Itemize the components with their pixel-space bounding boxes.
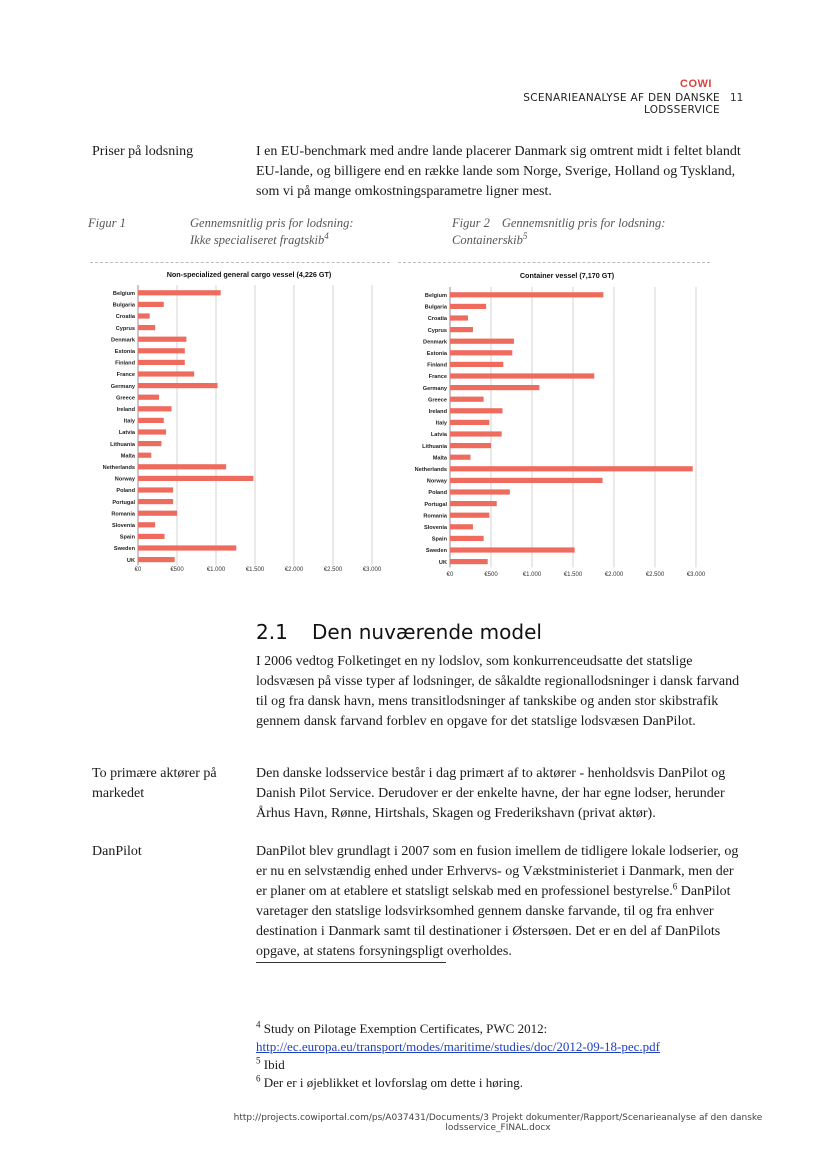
section-number: 2.1 [256, 620, 288, 644]
category-label: Lithuania [422, 443, 447, 450]
category-label: Finland [115, 360, 135, 367]
x-tick-label: €1.000 [206, 567, 226, 573]
category-label: France [116, 372, 135, 379]
x-tick-label: €1.500 [245, 567, 265, 573]
category-label: Lithuania [110, 441, 135, 448]
footnote-divider [256, 962, 446, 963]
category-label: Slovenia [423, 525, 447, 531]
category-label: Germany [422, 385, 447, 392]
bar [450, 501, 497, 506]
bar [138, 383, 218, 388]
category-label: Estonia [426, 351, 447, 357]
paragraph-current-model: I 2006 vedtog Folketinget en ny lodslov, som konkurrenceudsatte det statslige lodsvæsen på visse typer af lodsninger, de såkaldte regionallodsninger i dansk farvand til og fra dansk havn, mens transitlodsninger af tankskibe og anden stor skibstrafik gennem dansk farvand forblev en opgave for det statslige lodsvæsen DanPilot. [256, 654, 740, 729]
chart-general-cargo [90, 262, 390, 581]
footnotes [256, 1020, 736, 1092]
x-tick-label: €2.000 [284, 567, 304, 573]
bar [138, 395, 159, 400]
bar [138, 371, 194, 376]
category-label: Slovenia [111, 523, 135, 529]
category-label: Latvia [430, 432, 447, 439]
margin-label-actors: To primære aktører på markedet [92, 766, 217, 801]
bar [450, 420, 489, 425]
margin-label-danpilot: DanPilot [92, 844, 142, 859]
category-label: Belgium [112, 291, 135, 297]
bar [138, 302, 164, 307]
x-tick-label: €2.500 [323, 567, 343, 573]
x-tick-label: €0 [134, 567, 142, 573]
bar [450, 315, 468, 320]
category-label: Bulgaria [112, 302, 135, 309]
x-tick-label: €1.000 [522, 572, 542, 578]
bar [450, 350, 512, 355]
bar [138, 418, 164, 423]
bar [450, 536, 484, 541]
figure-1-label: Figur 1 [88, 216, 126, 230]
bar [450, 478, 603, 483]
bar [138, 487, 173, 492]
category-label: Bulgaria [424, 304, 447, 311]
category-label: UK [126, 557, 135, 564]
category-label: Estonia [114, 349, 135, 355]
footnote-ref-5[interactable]: 5 [522, 230, 528, 241]
bar [138, 557, 175, 562]
bar [138, 313, 150, 318]
bar [138, 464, 226, 469]
paragraph-actors: Den danske lodsservice består i dag primært af to aktører - henholdsvis DanPilot og Danish Pilot Service. Derudover er der enkelte havne, der har egne lodser, herunder Århus Havn, Rønne, Hirtshals, Skagen og Frederikshavn (privat aktør). [256, 766, 726, 821]
footnote-ref-4[interactable]: 4 [324, 230, 329, 241]
footnote-ref-6[interactable]: 6 [672, 881, 678, 892]
bar [450, 524, 473, 529]
bar [138, 348, 185, 353]
category-label: Croatia [115, 314, 135, 321]
footnote-6: $^6$ Der er i øjeblikket et lovforslag om dette i høring. [256, 1073, 523, 1090]
category-label: Sweden [113, 546, 135, 553]
bar [450, 304, 486, 309]
category-label: Croatia [427, 316, 447, 323]
bar [450, 559, 488, 564]
x-tick-label: €1.500 [563, 572, 583, 578]
category-label: Sweden [425, 548, 447, 555]
bar [450, 327, 473, 332]
bar [138, 360, 185, 365]
category-label: Italy [123, 418, 135, 425]
bar [450, 443, 491, 448]
category-label: Malta [432, 455, 447, 462]
chart-container-vessel-svg [398, 263, 710, 585]
category-label: Latvia [118, 430, 135, 437]
bar [138, 476, 253, 481]
x-tick-label: €500 [484, 572, 498, 578]
category-label: Netherlands [102, 465, 135, 471]
category-label: Spain [119, 534, 135, 541]
category-label: Cyprus [427, 327, 447, 334]
category-label: Belgium [424, 293, 447, 299]
category-label: Romania [111, 511, 135, 518]
chart-container-vessel [398, 262, 710, 585]
category-label: Malta [120, 453, 135, 460]
category-label: Romania [423, 513, 447, 520]
category-label: Poland [116, 488, 135, 495]
chart-title: Container vessel (7,170 GT) [519, 271, 615, 280]
category-label: UK [438, 559, 447, 566]
x-tick-label: €3.000 [362, 567, 382, 573]
section-heading [256, 620, 542, 644]
category-label: Italy [435, 420, 447, 427]
category-label: Norway [114, 476, 135, 483]
running-header: SCENARIEANALYSE AF DEN DANSKE LODSSERVICE [523, 92, 720, 116]
x-tick-label: €0 [446, 572, 454, 578]
chart-general-cargo-svg [90, 263, 390, 581]
category-label: Norway [426, 478, 447, 485]
category-label: Poland [428, 490, 447, 497]
bar [138, 325, 155, 330]
category-label: Greece [428, 397, 447, 404]
bar [450, 385, 539, 390]
category-label: Ireland [428, 409, 447, 415]
bar [138, 337, 186, 342]
bar [450, 362, 503, 367]
bar [138, 534, 165, 539]
bar [450, 431, 502, 436]
margin-label-prices: Priser på lodsning [92, 144, 194, 159]
bar [138, 522, 155, 527]
bar [450, 339, 514, 344]
bar [450, 513, 489, 518]
category-label: France [428, 374, 447, 381]
bar [450, 397, 484, 402]
bar [450, 292, 603, 297]
category-label: Spain [431, 536, 447, 543]
footnote-4-link[interactable]: http://ec.europa.eu/transport/modes/maritime/studies/doc/2012-09-18-pec.pdf [256, 1039, 660, 1054]
bar [138, 441, 161, 446]
bar [450, 547, 575, 552]
category-label: Denmark [111, 337, 135, 344]
bar [138, 545, 236, 550]
category-label: Portugal [424, 501, 447, 508]
paragraph-prices: I en EU-benchmark med andre lande placerer Danmark sig omtrent midt i feltet blandt EU-lande, og billigere end en række lande som Norge, Sverige, Holland og Tyskland, som vi på mange omkostningsparametre ligner mest. [256, 144, 741, 199]
bar [138, 290, 221, 295]
x-tick-label: €2.000 [604, 572, 624, 578]
section-title: Den nuværende model [312, 620, 542, 644]
category-label: Greece [116, 395, 135, 402]
cowi-logo: COWI [680, 78, 712, 90]
x-tick-label: €2.500 [645, 572, 665, 578]
footnote-5: $^5$ Ibid [256, 1055, 285, 1072]
bar [450, 466, 693, 471]
footer-file-path: http://projects.cowiportal.com/ps/A037431/Documents/3 Projekt dokumenter/Rapport/Scenarieanalyse af den danske lodsservice_FINAL.docx [233, 1113, 763, 1133]
x-tick-label: €500 [170, 567, 184, 573]
bar [450, 489, 510, 494]
figure-2-label: Figur 2 [452, 216, 490, 230]
bar [450, 373, 594, 378]
figure-2-caption: Figur 2 Gennemsnitlig pris for lodsning: Containerskib$^5$ [452, 216, 666, 247]
chart-title: Non-specialized general cargo vessel (4,226 GT) [166, 270, 332, 279]
category-label: Portugal [112, 499, 135, 506]
x-tick-label: €3.000 [686, 572, 706, 578]
bar [138, 429, 166, 434]
category-label: Netherlands [414, 467, 447, 473]
footnote-4: $^4$ Study on Pilotage Exemption Certificates, PWC 2012: [256, 1019, 548, 1036]
figure-1-caption: Gennemsnitlig pris for lodsning: Ikke specialiseret fragtskib$^4$ [190, 216, 354, 247]
bar [138, 499, 173, 504]
bar [138, 406, 172, 411]
page-number: 11 [730, 92, 744, 104]
category-label: Ireland [116, 407, 135, 413]
bar [138, 511, 177, 516]
bar [450, 408, 502, 413]
bar [138, 453, 151, 458]
paragraph-danpilot: DanPilot blev grundlagt i 2007 som en fusion imellem de tidligere lokale lodserier, og er nu en selvstændig enhed under Erhvervs- og Vækstministeriet i Danmark, men der er planer om at etablere et statsligt selskab med en professionel bestyrelse.$^6$ DanPilot varetager den statslige lodsvirksomhed gennem danske farvande, til og fra enhver destination i Danmark samt til destinationer i Østersøen. Det er en del af DanPilots opgave, at statens forsyningspligt overholdes. [256, 844, 739, 959]
category-label: Germany [110, 383, 135, 390]
category-label: Cyprus [115, 325, 135, 332]
category-label: Finland [427, 362, 447, 369]
category-label: Denmark [423, 339, 447, 346]
bar [450, 455, 471, 460]
